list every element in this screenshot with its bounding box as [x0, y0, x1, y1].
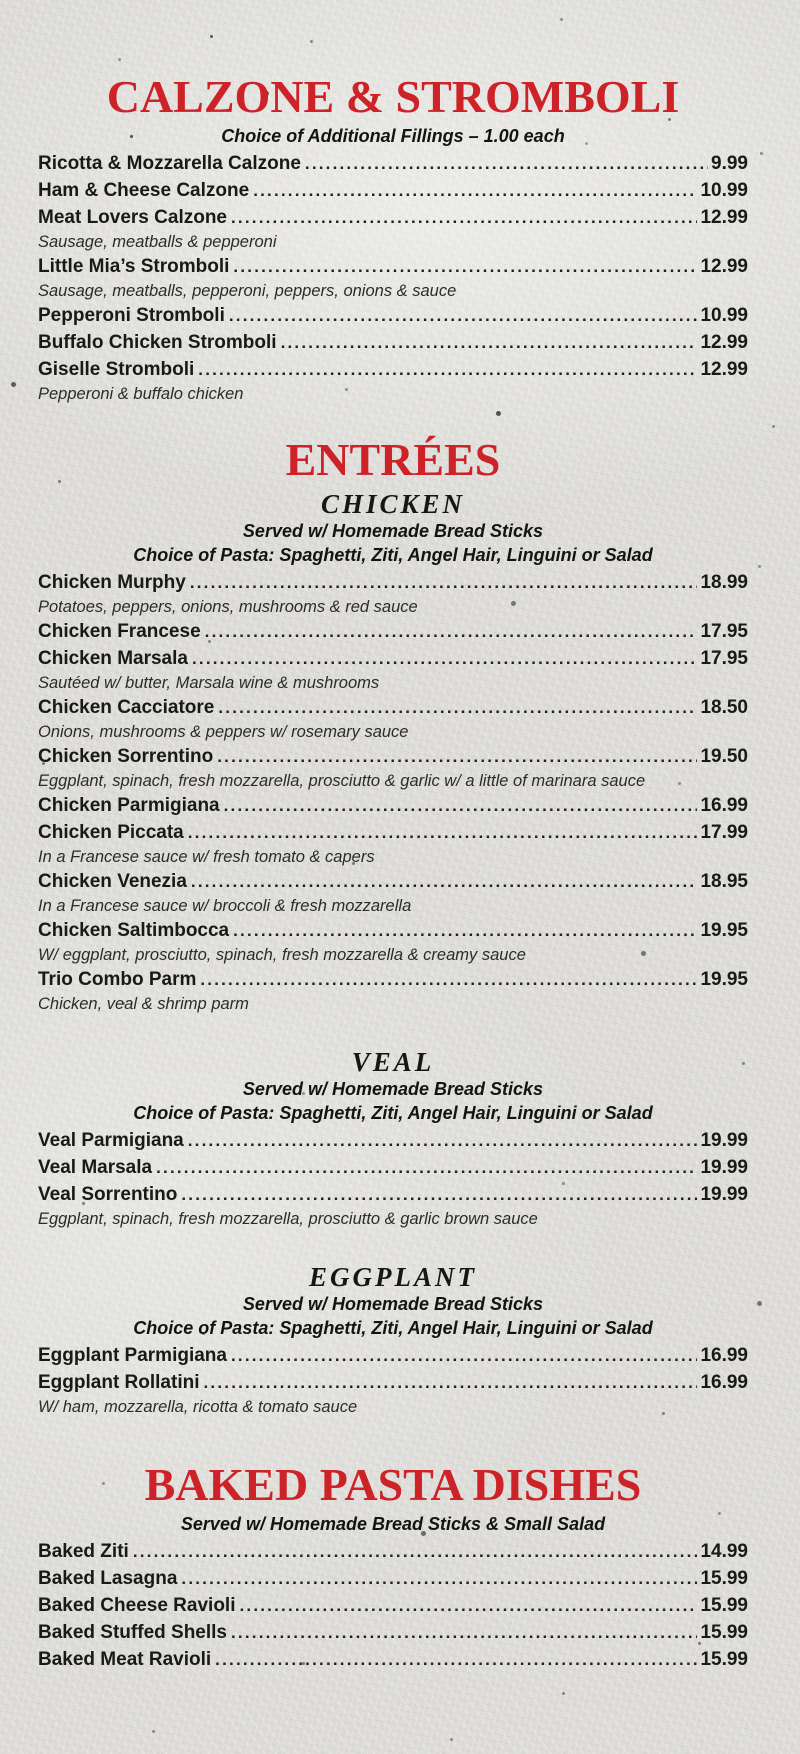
menu-item-name: Chicken Parmigiana — [38, 795, 220, 816]
menu-item-row — [38, 868, 748, 895]
menu-item-name: Pepperoni Stromboli — [38, 305, 225, 326]
dot-leader — [224, 792, 698, 819]
dot-leader — [188, 1127, 698, 1154]
menu-item-description: Sausage, meatballs & pepperoni — [38, 233, 277, 251]
section-note: Choice of Additional Fillings – 1.00 each — [221, 126, 565, 146]
menu-item-row — [38, 1154, 748, 1181]
menu-item-price: 18.95 — [700, 871, 748, 892]
menu-item-description: Sautéed w/ butter, Marsala wine & mushrooms — [38, 674, 380, 692]
section-note: Choice of Pasta: Spaghetti, Ziti, Angel Hair, Linguini or Salad — [133, 1103, 653, 1123]
menu-item-name: Trio Combo Parm — [38, 969, 197, 990]
section-note: Choice of Pasta: Spaghetti, Ziti, Angel Hair, Linguini or Salad — [133, 545, 653, 565]
menu-item-row — [38, 569, 748, 596]
section-notes — [38, 124, 748, 148]
dot-leader — [239, 1592, 697, 1619]
menu-item-price: 12.99 — [700, 359, 748, 380]
dot-leader — [217, 743, 697, 770]
menu-item-row — [38, 356, 748, 383]
section-note: Choice of Pasta: Spaghetti, Ziti, Angel Hair, Linguini or Salad — [133, 1318, 653, 1338]
menu-item-row — [38, 966, 748, 993]
menu-item-price: 10.99 — [700, 180, 748, 201]
menu-item-name: Ricotta & Mozzarella Calzone — [38, 153, 301, 174]
section-header: BAKED PASTA DISHES — [144, 1459, 642, 1510]
menu-item-row — [38, 1592, 748, 1619]
menu-item-row — [38, 1127, 748, 1154]
menu-item-name: Meat Lovers Calzone — [38, 207, 227, 228]
dot-leader — [281, 329, 698, 356]
section-header: CALZONE & STROMBOLI — [106, 71, 680, 122]
dot-leader — [231, 1619, 697, 1646]
menu-item-row — [38, 743, 748, 770]
dot-leader — [233, 253, 697, 280]
menu-item-price: 19.99 — [700, 1157, 748, 1178]
menu-item-price: 17.95 — [700, 621, 748, 642]
dot-leader — [215, 1646, 697, 1673]
menu-item-price: 12.99 — [700, 256, 748, 277]
section-items — [38, 1127, 748, 1230]
dot-leader — [191, 868, 698, 895]
menu-item-name: Chicken Francese — [38, 621, 201, 642]
section-notes — [38, 1077, 748, 1125]
menu-item-description: In a Francese sauce w/ broccoli & fresh mozzarella — [38, 897, 412, 915]
dot-leader — [233, 917, 697, 944]
menu-item-name: Chicken Murphy — [38, 572, 186, 593]
menu-item-name: Veal Parmigiana — [38, 1130, 184, 1151]
menu-item-row — [38, 204, 748, 231]
menu-section — [38, 1262, 748, 1418]
dot-leader — [231, 1342, 697, 1369]
menu-item-description: Chicken, veal & shrimp parm — [38, 995, 249, 1013]
menu-item-name: Chicken Marsala — [38, 648, 188, 669]
menu-item-row — [38, 302, 748, 329]
menu-item-price: 12.99 — [700, 332, 748, 353]
menu-item-row — [38, 618, 748, 645]
menu-item-description: Potatoes, peppers, onions, mushrooms & red sauce — [38, 598, 418, 616]
section-items — [38, 1538, 748, 1673]
menu-item-name: Baked Meat Ravioli — [38, 1649, 212, 1670]
section-notes — [38, 1292, 748, 1340]
menu-item-name: Baked Stuffed Shells — [38, 1622, 227, 1643]
menu-item-row — [38, 1565, 748, 1592]
menu-item-description: W/ eggplant, prosciutto, spinach, fresh mozzarella & creamy sauce — [38, 946, 526, 964]
dot-leader — [229, 302, 698, 329]
menu-item-description: W/ ham, mozzarella, ricotta & tomato sauce — [38, 1398, 358, 1416]
section-items — [38, 1342, 748, 1418]
menu-item-price: 15.99 — [700, 1649, 748, 1670]
dot-leader — [198, 356, 697, 383]
menu-item-name: Eggplant Rollatini — [38, 1372, 200, 1393]
menu-item-price: 19.99 — [700, 1130, 748, 1151]
menu-item-row — [38, 694, 748, 721]
menu-item-price: 19.99 — [700, 1184, 748, 1205]
section-note: Served w/ Homemade Bread Sticks & Small Salad — [180, 1514, 606, 1534]
dot-leader — [190, 569, 698, 596]
menu-item-description: Pepperoni & buffalo chicken — [38, 385, 244, 403]
menu-section — [38, 434, 748, 1015]
menu-item-name: Chicken Sorrentino — [38, 746, 214, 767]
dot-leader — [181, 1181, 697, 1208]
menu-item-price: 19.50 — [700, 746, 748, 767]
section-items — [38, 150, 748, 405]
menu-item-row — [38, 150, 748, 177]
dot-leader — [200, 966, 697, 993]
menu-item-row — [38, 329, 748, 356]
menu-item-row — [38, 917, 748, 944]
menu-item-row — [38, 819, 748, 846]
section-notes — [38, 519, 748, 567]
section-header: ENTRÉES — [285, 434, 501, 485]
menu-item-row — [38, 1619, 748, 1646]
menu-item-price: 14.99 — [700, 1541, 748, 1562]
menu-item-price: 18.99 — [700, 572, 748, 593]
menu-item-name: Baked Ziti — [38, 1541, 129, 1562]
menu-item-name: Veal Marsala — [38, 1157, 153, 1178]
dot-leader — [253, 177, 697, 204]
dot-leader — [133, 1538, 698, 1565]
menu-item-name: Chicken Venezia — [38, 871, 187, 892]
menu-item-price: 17.95 — [700, 648, 748, 669]
menu-item-description: Onions, mushrooms & peppers w/ rosemary sauce — [38, 723, 409, 741]
menu-item-price: 12.99 — [700, 207, 748, 228]
menu-item-name: Baked Cheese Ravioli — [38, 1595, 236, 1616]
menu-item-name: Ham & Cheese Calzone — [38, 180, 250, 201]
menu-item-row — [38, 1538, 748, 1565]
section-note: Served w/ Homemade Bread Sticks — [242, 1079, 544, 1099]
section-note: Served w/ Homemade Bread Sticks — [242, 521, 544, 541]
menu-item-price: 18.50 — [700, 697, 748, 718]
menu-item-name: Eggplant Parmigiana — [38, 1345, 227, 1366]
menu-item-price: 16.99 — [700, 1345, 748, 1366]
menu-item-price: 19.95 — [700, 920, 748, 941]
menu-section — [38, 1459, 748, 1673]
subsection-header: EGGPLANT — [309, 1262, 477, 1292]
menu-item-name: Chicken Cacciatore — [38, 697, 215, 718]
menu-item-price: 9.99 — [711, 153, 748, 174]
menu-section — [38, 1047, 748, 1230]
menu-item-price: 10.99 — [700, 305, 748, 326]
menu-item-row — [38, 177, 748, 204]
dot-leader — [188, 819, 698, 846]
menu-item-description: Eggplant, spinach, fresh mozzarella, prosciutto & garlic w/ a little of marinara sauce — [38, 772, 646, 790]
dot-leader — [181, 1565, 697, 1592]
menu-item-name: Baked Lasagna — [38, 1568, 178, 1589]
menu-item-row — [38, 792, 748, 819]
menu-item-description: Eggplant, spinach, fresh mozzarella, prosciutto & garlic brown sauce — [38, 1210, 538, 1228]
menu-item-description: Sausage, meatballs, pepperoni, peppers, onions & sauce — [38, 282, 457, 300]
menu-item-price: 15.99 — [700, 1622, 748, 1643]
menu-item-price: 15.99 — [700, 1595, 748, 1616]
dot-leader — [205, 618, 698, 645]
menu-item-name: Buffalo Chicken Stromboli — [38, 332, 277, 353]
menu-item-price: 15.99 — [700, 1568, 748, 1589]
subsection-header: CHICKEN — [320, 489, 466, 519]
section-items — [38, 569, 748, 1015]
menu-section — [38, 71, 748, 405]
dot-leader — [204, 1369, 698, 1396]
menu-item-name: Giselle Stromboli — [38, 359, 195, 380]
menu-item-row — [38, 645, 748, 672]
dot-leader — [156, 1154, 697, 1181]
menu-item-row — [38, 253, 748, 280]
subsection-header: VEAL — [351, 1047, 435, 1077]
menu-item-row — [38, 1181, 748, 1208]
menu-item-name: Chicken Piccata — [38, 822, 184, 843]
dot-leader — [231, 204, 697, 231]
menu-item-description: In a Francese sauce w/ fresh tomato & capers — [38, 848, 375, 866]
dot-leader — [218, 694, 697, 721]
menu-item-name: Veal Sorrentino — [38, 1184, 178, 1205]
dot-leader — [192, 645, 697, 672]
menu-item-price: 16.99 — [700, 1372, 748, 1393]
menu-item-row — [38, 1342, 748, 1369]
menu-item-row — [38, 1369, 748, 1396]
section-notes — [38, 1512, 748, 1536]
menu-item-name: Chicken Saltimbocca — [38, 920, 230, 941]
menu-item-row — [38, 1646, 748, 1673]
dot-leader — [305, 150, 708, 177]
menu-item-name: Little Mia’s Stromboli — [38, 256, 230, 277]
section-note: Served w/ Homemade Bread Sticks — [242, 1294, 544, 1314]
menu-item-price: 17.99 — [700, 822, 748, 843]
menu-item-price: 16.99 — [700, 795, 748, 816]
menu-item-price: 19.95 — [700, 969, 748, 990]
